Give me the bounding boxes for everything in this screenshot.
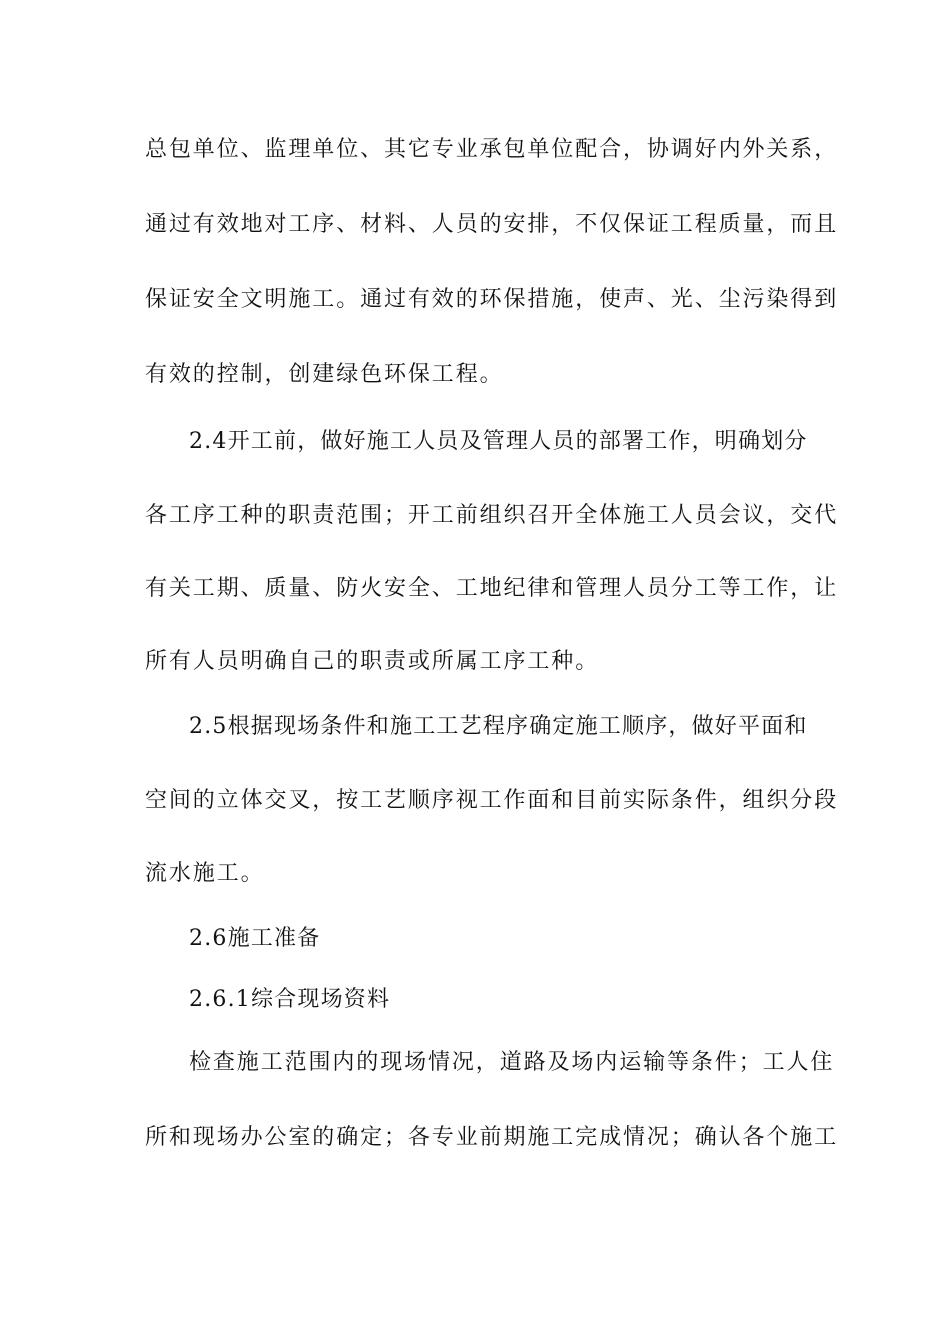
paragraph-line: 所有人员明确自己的职责或所属工序工种。 — [145, 649, 600, 674]
paragraph-line: 保证安全文明施工。通过有效的环保措施，使声、光、尘污染得到 — [145, 287, 839, 312]
paragraph-line: 有关工期、质量、防火安全、工地纪律和管理人员分工等工作，让 — [145, 576, 839, 601]
section-2-5-line: 2.5根据现场条件和施工工艺程序确定施工顺序，做好平面和 — [189, 714, 808, 739]
paragraph-line: 检查施工范围内的现场情况，道路及场内运输等条件；工人住 — [189, 1050, 835, 1075]
paragraph-line: 有效的控制，创建绿色环保工程。 — [145, 362, 504, 387]
paragraph-line: 通过有效地对工序、材料、人员的安排，不仅保证工程质量，而且 — [145, 212, 839, 237]
paragraph-line: 空间的立体交叉，按工艺顺序视工作面和目前实际条件，组织分段 — [145, 788, 839, 813]
section-2-6-heading: 2.6施工准备 — [189, 926, 321, 951]
section-2-6-1-heading: 2.6.1综合现场资料 — [189, 987, 391, 1012]
paragraph-line: 所和现场办公室的确定；各专业前期施工完成情况；确认各个施工 — [145, 1125, 839, 1150]
paragraph-line: 总包单位、监理单位、其它专业承包单位配合，协调好内外关系， — [145, 137, 839, 162]
section-2-4-line: 2.4开工前，做好施工人员及管理人员的部署工作，明确划分 — [189, 429, 808, 454]
paragraph-line: 流水施工。 — [145, 861, 265, 886]
paragraph-line: 各工序工种的职责范围；开工前组织召开全体施工人员会议，交代 — [145, 503, 839, 528]
